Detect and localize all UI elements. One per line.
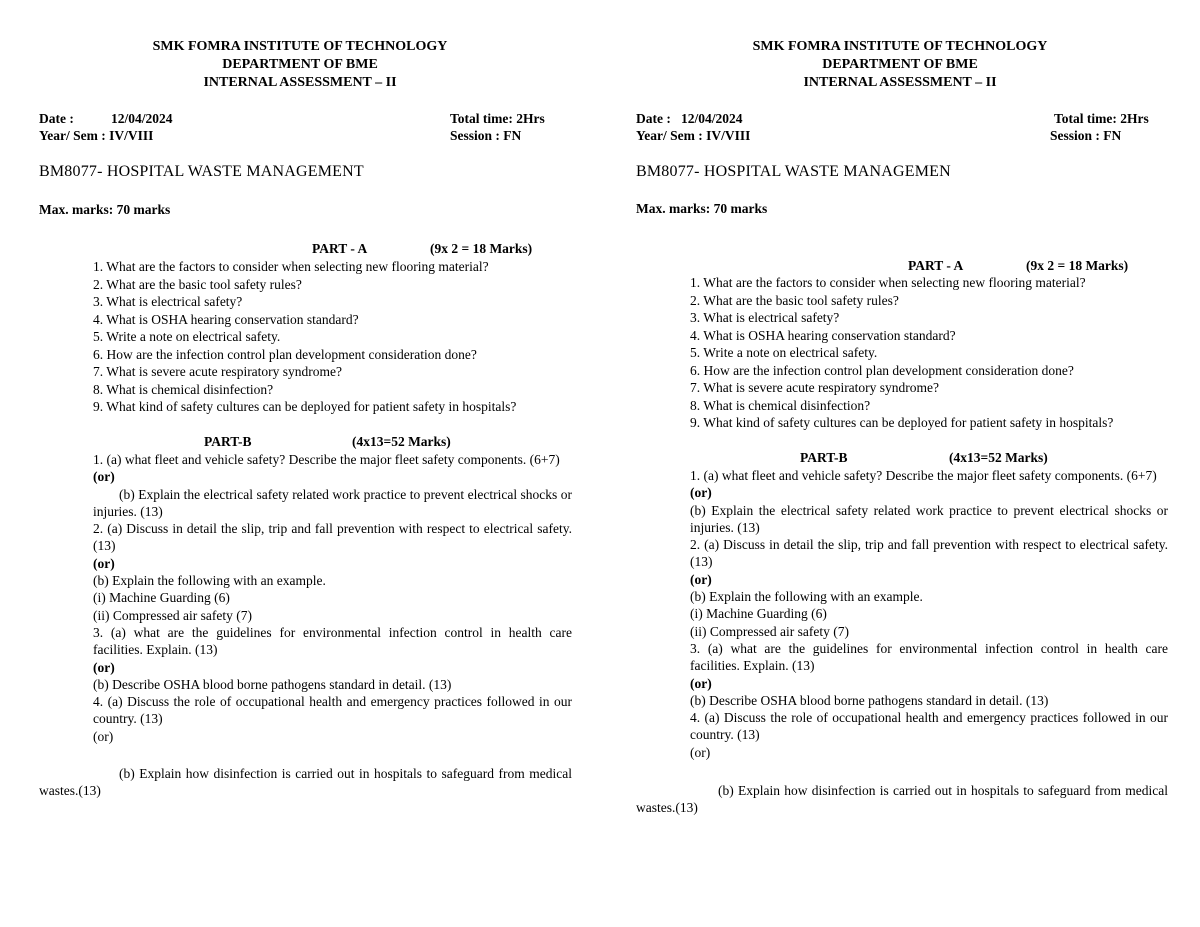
part-a-question-list [93, 258, 583, 416]
assessment-title: INTERNAL ASSESSMENT – II [803, 75, 997, 90]
part-b-q2b-i: (i) Machine Guarding (6) [93, 590, 230, 606]
part-b-q3a: 3. (a) what are the guidelines for environmental infection control in health care facilities. Explain. (13) [690, 640, 1168, 674]
part-b-q1b: (b) Explain the electrical safety related work practice to prevent electrical shocks or injuries. (13) [93, 486, 572, 519]
institute-name: SMK FOMRA INSTITUTE OF TECHNOLOGY [152, 39, 448, 54]
subject-title: BM8077- HOSPITAL WASTE MANAGEMEN [636, 163, 951, 180]
or-separator: (or) [93, 469, 115, 485]
or-separator: (or) [93, 555, 115, 571]
date-value: 12/04/2024 [681, 111, 743, 126]
part-a-question: 5. Write a note on electrical safety. [93, 329, 281, 344]
part-b-q3a: 3. (a) what are the guidelines for environmental infection control in health care facilities. Explain. (13) [93, 624, 572, 658]
part-a-question: 7. What is severe acute respiratory syndrome? [690, 380, 940, 395]
part-b-title: PART-B [204, 434, 252, 449]
part-a-question: 2. What are the basic tool safety rules? [690, 292, 899, 308]
year-sem: Year/ Sem : IV/VIII [636, 128, 751, 143]
part-b-q4b-block [636, 782, 1168, 817]
or-separator: (or) [690, 571, 712, 587]
part-b-q3b: (b) Describe OSHA blood borne pathogens standard in detail. (13) [93, 676, 452, 692]
date-label: Date : [636, 111, 671, 126]
or-separator: (or) [690, 485, 712, 501]
part-a-question: 9. What kind of safety cultures can be deployed for patient safety in hospitals? [93, 399, 517, 414]
part-b-questions [93, 451, 572, 745]
part-a-question: 8. What is chemical disinfection? [690, 397, 871, 413]
part-b-marks: (4x13=52 Marks) [949, 450, 1048, 465]
session: Session : FN [450, 128, 522, 143]
part-a-question: 4. What is OSHA hearing conservation standard? [93, 311, 359, 327]
date-label: Date : [39, 111, 74, 126]
part-a-question-list [690, 274, 1180, 432]
part-b-q4b-block [39, 765, 572, 800]
or-separator: (or) [690, 744, 711, 760]
part-b-q2b-ii: (ii) Compressed air safety (7) [93, 607, 252, 623]
part-a-marks: (9x 2 = 18 Marks) [430, 241, 533, 256]
or-separator: (or) [690, 675, 712, 691]
part-a-marks: (9x 2 = 18 Marks) [1026, 258, 1129, 273]
part-b-q1b: (b) Explain the electrical safety related work practice to prevent electrical shocks or injuries. (13) [690, 502, 1168, 535]
part-b-q3b: (b) Describe OSHA blood borne pathogens standard in detail. (13) [690, 692, 1049, 708]
part-a-title: PART - A [908, 258, 964, 273]
or-separator: (or) [93, 728, 114, 744]
assessment-title: INTERNAL ASSESSMENT – II [203, 75, 397, 90]
part-b-title: PART-B [800, 450, 848, 465]
part-b-q1a: 1. (a) what fleet and vehicle safety? Describe the major fleet safety components. (6+7) [690, 468, 1157, 483]
part-a-question: 9. What kind of safety cultures can be deployed for patient safety in hospitals? [690, 415, 1114, 430]
department-name: DEPARTMENT OF BME [222, 57, 378, 72]
part-b-q2b: (b) Explain the following with an example. [93, 573, 326, 589]
part-a-question: 6. How are the infection control plan development consideration done? [93, 346, 477, 362]
question-paper-right [600, 0, 1200, 927]
part-b-q2a: 2. (a) Discuss in detail the slip, trip and fall prevention with respect to electrical safety. (13) [93, 521, 572, 554]
session: Session : FN [1050, 128, 1122, 143]
part-b-q2b-i: (i) Machine Guarding (6) [690, 606, 827, 622]
total-time: Total time: 2Hrs [1054, 111, 1149, 126]
part-a-question: 1. What are the factors to consider when selecting new flooring material? [690, 275, 1086, 290]
part-b-questions [690, 467, 1168, 761]
part-a-question: 1. What are the factors to consider when selecting new flooring material? [93, 259, 489, 274]
part-a-question: 8. What is chemical disinfection? [93, 381, 274, 397]
part-a-question: 7. What is severe acute respiratory syndrome? [93, 364, 343, 379]
part-b-q4b: (b) Explain how disinfection is carried out in hospitals to safeguard from medical wastes.(13) [636, 783, 1168, 816]
part-b-q4a: 4. (a) Discuss the role of occupational health and emergency practices followed in our country. (13) [93, 694, 572, 727]
part-a-title: PART - A [312, 241, 368, 256]
date-value: 12/04/2024 [111, 111, 173, 126]
institute-name: SMK FOMRA INSTITUTE OF TECHNOLOGY [752, 39, 1048, 54]
part-b-q2a: 2. (a) Discuss in detail the slip, trip and fall prevention with respect to electrical safety. (13) [690, 537, 1168, 570]
subject-title: BM8077- HOSPITAL WASTE MANAGEMENT [39, 163, 364, 180]
part-b-q4b: (b) Explain how disinfection is carried out in hospitals to safeguard from medical wastes.(13) [39, 766, 572, 799]
part-a-question: 3. What is electrical safety? [93, 294, 243, 309]
part-b-q1a: 1. (a) what fleet and vehicle safety? Describe the major fleet safety components. (6+7) [93, 452, 560, 467]
part-a-question: 3. What is electrical safety? [690, 310, 840, 325]
part-b-q4a: 4. (a) Discuss the role of occupational health and emergency practices followed in our country. (13) [690, 710, 1168, 743]
part-a-question: 4. What is OSHA hearing conservation standard? [690, 327, 956, 343]
total-time: Total time: 2Hrs [450, 111, 545, 126]
max-marks: Max. marks: 70 marks [636, 201, 768, 216]
part-a-question: 5. Write a note on electrical safety. [690, 345, 878, 360]
part-a-question: 6. How are the infection control plan development consideration done? [690, 362, 1074, 378]
part-b-marks: (4x13=52 Marks) [352, 434, 451, 449]
part-b-q2b-ii: (ii) Compressed air safety (7) [690, 623, 849, 639]
year-sem: Year/ Sem : IV/VIII [39, 128, 154, 143]
max-marks: Max. marks: 70 marks [39, 202, 171, 217]
part-a-question: 2. What are the basic tool safety rules? [93, 276, 302, 292]
or-separator: (or) [93, 659, 115, 675]
department-name: DEPARTMENT OF BME [822, 57, 978, 72]
part-b-q2b: (b) Explain the following with an example. [690, 589, 923, 605]
